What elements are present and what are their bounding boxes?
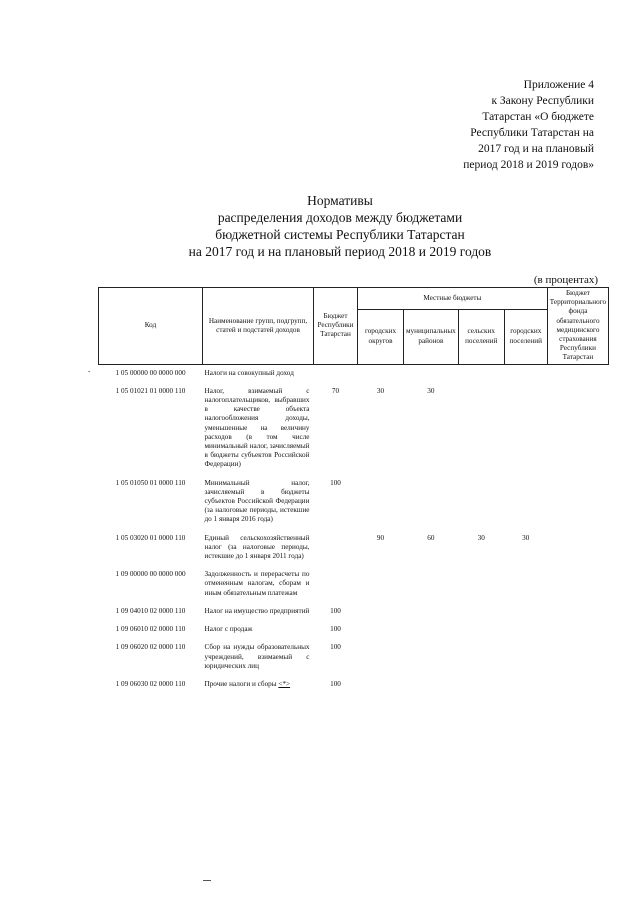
table-row [99, 680, 609, 698]
row-city-districts: 30 [376, 386, 385, 395]
row-medical-fund [547, 387, 608, 479]
row-name: Задолженность и перерасчеты по отмененным налогам, сборам и иным обязательным платежам [204, 570, 310, 597]
row-republic: 100 [330, 679, 341, 688]
row-rural-settlements [458, 607, 504, 625]
row-urban-settlements [504, 643, 547, 680]
row-code: 1 09 00000 00 0000 000 [115, 570, 186, 579]
unit-note: (в процентах) [533, 274, 598, 286]
row-urban-settlements [504, 680, 547, 698]
title-line: Нормативы [307, 193, 373, 208]
row-code: 1 05 01050 01 0000 110 [115, 478, 186, 487]
header-medical-fund: Бюджет Территориального фонда обязательного медицинского страхования Республики Татарстан [547, 288, 608, 365]
row-name: Единый сельскохозяйственный налог (за налоговые периоды, истекшие до 1 января 2011 года) [204, 533, 310, 561]
row-medical-fund [547, 364, 608, 387]
row-rural-settlements [458, 387, 504, 479]
row-city-districts [358, 680, 404, 698]
appendix-line: к Закону Республики [491, 95, 594, 107]
header-rural-settlements: сельских поселений [458, 309, 504, 364]
row-rural-settlements: 30 [477, 533, 485, 542]
row-urban-settlements [504, 364, 547, 387]
row-urban-settlements: 30 [522, 533, 530, 542]
row-rural-settlements [458, 479, 504, 534]
row-republic: 100 [330, 606, 341, 615]
row-city-districts [358, 364, 404, 387]
row-code: 1 09 06030 02 0000 110 [115, 679, 186, 688]
header-urban-settlements: городских поселений [504, 309, 547, 364]
table-row [99, 625, 609, 643]
row-name: Налог с продаж [204, 625, 253, 634]
row-code: 1 09 04010 02 0000 110 [115, 606, 186, 615]
row-municipal-districts [404, 625, 459, 643]
row-municipal-districts [404, 570, 459, 607]
row-republic [314, 364, 358, 387]
row-city-districts [358, 643, 404, 680]
row-medical-fund [547, 625, 608, 643]
header-republic: Бюджет Республики Татарстан [314, 288, 358, 365]
header-code: Код [99, 288, 203, 365]
row-republic: 100 [330, 625, 341, 634]
row-municipal-districts [404, 643, 459, 680]
table-row [99, 479, 609, 534]
row-rural-settlements [458, 625, 504, 643]
row-rural-settlements [458, 680, 504, 698]
row-name-text: Прочие налоги и сборы [204, 679, 277, 688]
row-municipal-districts: 60 [427, 533, 435, 542]
row-medical-fund [547, 570, 608, 607]
row-city-districts [358, 479, 404, 534]
row-code: 1 09 06010 02 0000 110 [115, 625, 186, 634]
row-republic: 100 [330, 478, 341, 487]
row-rural-settlements [458, 364, 504, 387]
row-city-districts [358, 625, 404, 643]
table-row [99, 534, 609, 571]
row-republic [314, 534, 358, 571]
row-municipal-districts [404, 364, 459, 387]
row-code: 1 05 00000 00 0000 000 [115, 368, 186, 377]
row-republic: 70 [331, 386, 340, 395]
row-name: Налоги на совокупный доход [204, 368, 294, 377]
header-city-districts: городских округов [358, 309, 404, 364]
row-name: Сбор на нужды образовательных учреждений, взимаемый с юридических лиц [204, 643, 310, 670]
row-code: 1 09 06020 02 0000 110 [115, 643, 186, 652]
row-urban-settlements [504, 479, 547, 534]
row-name: Налог на имущество предприятий [204, 606, 310, 615]
row-code: 1 05 01021 01 0000 110 [115, 386, 186, 395]
table-row [99, 387, 609, 479]
margin-tick: - [88, 367, 91, 375]
document-title [60, 192, 620, 260]
row-rural-settlements [458, 643, 504, 680]
row-urban-settlements [504, 570, 547, 607]
table-row [99, 643, 609, 680]
row-republic: 100 [330, 643, 341, 652]
row-municipal-districts [404, 680, 459, 698]
row-city-districts [358, 570, 404, 607]
row-code: 1 05 03020 01 0000 110 [115, 533, 186, 542]
footer-divider [203, 880, 211, 881]
row-name: Налог, взимаемый с налогоплательщиков, выбравших в качестве объекта налогообложения доходы, уменьшенные на величину расходов (в том числе минимальный налог, зачисляемый в бюджеты субъектов Российской Федерации) [204, 386, 310, 469]
appendix-line: Татарстан «О бюджете [482, 111, 594, 123]
row-medical-fund [547, 607, 608, 625]
header-local-budgets: Местные бюджеты [358, 288, 548, 310]
row-city-districts [358, 607, 404, 625]
title-line: на 2017 год и на плановый период 2018 и 2019 годов [188, 244, 492, 259]
row-municipal-districts [404, 607, 459, 625]
row-medical-fund [547, 479, 608, 534]
row-urban-settlements [504, 607, 547, 625]
appendix-line: Республики Татарстан на [470, 127, 594, 139]
footnote-link[interactable]: <*> [278, 679, 291, 688]
row-republic [314, 570, 358, 607]
appendix-line: 2017 год и на плановый [478, 143, 594, 155]
header-name: Наименование групп, подгрупп, статей и подстатей доходов [203, 288, 314, 365]
row-rural-settlements [458, 570, 504, 607]
row-medical-fund [547, 643, 608, 680]
title-line: бюджетной системы Республики Татарстан [215, 227, 465, 242]
table-row [99, 364, 609, 387]
table-row [99, 570, 609, 607]
appendix-reference [404, 77, 594, 173]
row-city-districts: 90 [376, 533, 385, 542]
row-medical-fund [547, 680, 608, 698]
row-medical-fund [547, 534, 608, 571]
row-urban-settlements [504, 387, 547, 479]
appendix-line: период 2018 и 2019 годов» [463, 159, 594, 171]
distribution-table [98, 287, 609, 698]
row-name: Минимальный налог, зачисляемый в бюджеты субъектов Российской Федерации (за налоговые периоды, истекшие до 1 января 2016 года) [204, 478, 310, 524]
table-row [99, 607, 609, 625]
row-name [203, 680, 314, 698]
header-municipal-districts: муниципальных районов [404, 309, 459, 364]
row-urban-settlements [504, 625, 547, 643]
row-municipal-districts [404, 479, 459, 534]
appendix-line: Приложение 4 [523, 79, 594, 91]
row-municipal-districts: 30 [427, 386, 435, 395]
title-line: распределения доходов между бюджетами [217, 210, 463, 225]
